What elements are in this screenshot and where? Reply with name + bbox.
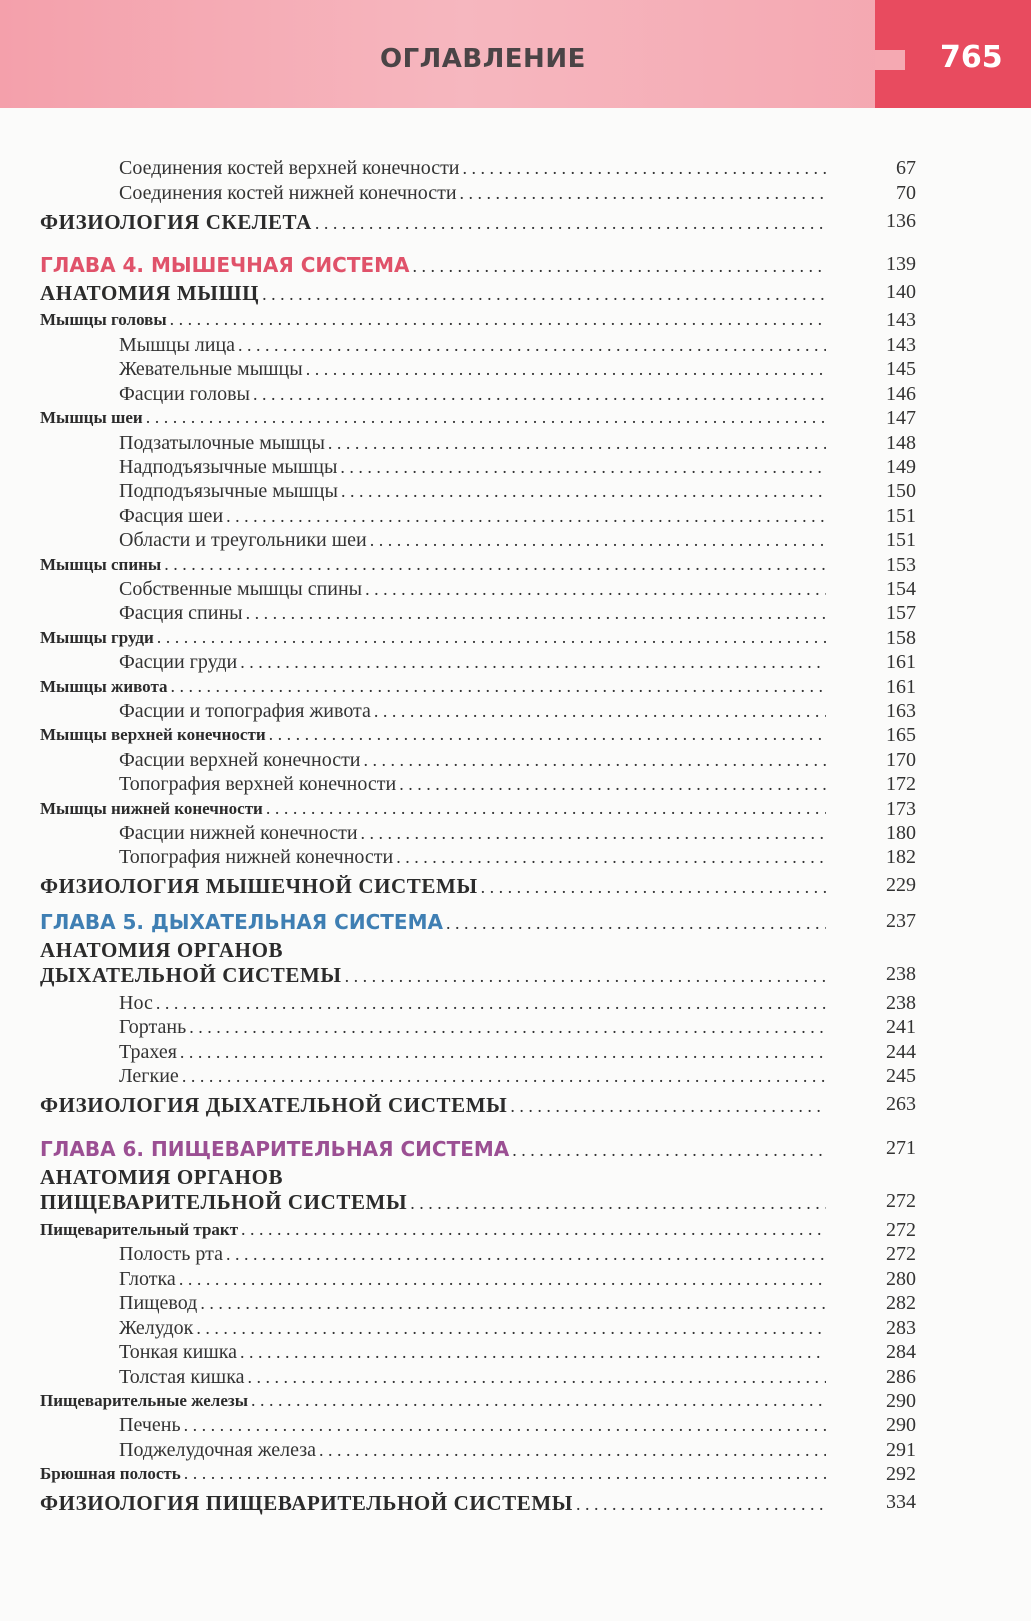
toc-entry-label: Подподъязычные мышцы [119, 480, 338, 502]
toc-entry [119, 334, 826, 357]
toc-entry [40, 1390, 826, 1411]
toc-leader-dots [361, 823, 826, 844]
toc-entry-label: Мышцы лица [119, 334, 236, 356]
toc-entry [119, 1366, 826, 1389]
toc-entry-label: ГЛАВА 6. ПИЩЕВАРИТЕЛЬНАЯ СИСТЕМА [40, 1137, 510, 1161]
toc-entry-label: Мышцы головы [40, 310, 167, 329]
toc-entry-label: ФИЗИОЛОГИЯ ПИЩЕВАРИТЕЛЬНОЙ СИСТЕМЫ [40, 1491, 573, 1515]
toc-entry [119, 1016, 826, 1039]
toc-page-number: 143 [886, 309, 916, 331]
toc-leader-dots [180, 1042, 826, 1063]
toc-entry [119, 505, 826, 528]
toc-row [0, 773, 1031, 801]
toc-leader-dots [247, 1367, 826, 1388]
toc-entry [119, 432, 826, 455]
toc-entry [119, 1041, 826, 1064]
toc-leader-dots [184, 1463, 826, 1484]
toc-row [0, 846, 1031, 874]
toc-entry-label: Собственные мышцы спины [119, 578, 363, 600]
toc-page-number: 154 [886, 578, 916, 600]
toc-page-number: 67 [896, 157, 916, 179]
toc-entry [119, 773, 826, 796]
toc-leader-dots [374, 701, 826, 722]
toc-entry [119, 529, 826, 552]
toc-row [0, 1243, 1031, 1271]
toc-entry [119, 456, 826, 479]
toc-page-number: 149 [886, 456, 916, 478]
toc-leader-dots [328, 433, 826, 454]
toc-entry-label: Нос [119, 992, 153, 1014]
toc-leader-dots [238, 335, 826, 356]
toc-page-number: 280 [886, 1268, 916, 1290]
toc-row [0, 1491, 1031, 1519]
toc-leader-dots [510, 1096, 826, 1117]
toc-page-number: 165 [886, 724, 916, 746]
toc-entry-label: Толстая кишка [119, 1366, 245, 1388]
toc-entry [40, 1137, 826, 1161]
toc-leader-dots [345, 966, 826, 987]
toc-leader-dots [315, 213, 826, 234]
toc-entry [119, 822, 826, 845]
toc-page-number: 139 [886, 253, 916, 275]
toc-entry [40, 407, 826, 428]
toc-entry-label: Поджелудочная железа [119, 1439, 317, 1461]
toc-entry [40, 910, 826, 934]
toc-leader-dots [226, 1244, 826, 1265]
toc-page-number: 151 [886, 505, 916, 527]
toc-entry-label: Пищевод [119, 1292, 198, 1314]
toc-entry [40, 627, 826, 648]
toc-entry-label: Топография нижней конечности [119, 846, 394, 868]
toc-entry [119, 157, 826, 180]
toc-entry-label: Топография верхней конечности [119, 773, 397, 795]
toc-leader-dots [196, 1318, 826, 1339]
toc-page-number: 263 [886, 1093, 916, 1115]
toc-leader-dots [246, 603, 826, 624]
toc-row [0, 1016, 1031, 1044]
toc-page-number: 182 [886, 846, 916, 868]
toc-entry [40, 1491, 826, 1516]
toc-page-number: 143 [886, 334, 916, 356]
toc-page-number: 244 [886, 1041, 916, 1063]
toc-page-number: 272 [886, 1243, 916, 1265]
toc-leader-dots [266, 798, 826, 819]
toc-entry-label: Надподъязычные мышцы [119, 456, 338, 478]
toc-entry-label: Фасции груди [119, 651, 238, 673]
toc-entry-label: Мышцы спины [40, 555, 162, 574]
toc-page-number: 172 [886, 773, 916, 795]
toc-page-number: 146 [886, 383, 916, 405]
toc-page-number: 290 [886, 1414, 916, 1436]
toc-page-number: 70 [896, 182, 916, 204]
toc-entry [119, 992, 826, 1015]
toc-row [0, 602, 1031, 630]
toc-leader-dots [157, 627, 826, 648]
toc-leader-dots [269, 724, 826, 745]
toc-leader-dots [364, 750, 826, 771]
toc-entry-label: Полость рта [119, 1243, 223, 1265]
toc-leader-dots [413, 256, 826, 277]
toc-page-number: 150 [886, 480, 916, 502]
toc-page-number: 153 [886, 554, 916, 576]
toc-entry [119, 578, 826, 601]
toc-entry-label: Фасции и топография живота [119, 700, 371, 722]
toc-entry [119, 182, 826, 205]
toc-row [0, 407, 1031, 435]
toc-entry [119, 1341, 826, 1364]
toc-entry-label: Фасции головы [119, 383, 250, 405]
toc-row [0, 281, 1031, 309]
toc-entry [119, 1268, 826, 1291]
toc-leader-dots [189, 1017, 826, 1038]
toc-leader-dots [576, 1494, 826, 1515]
toc-row [0, 910, 1031, 938]
toc-entry-label: АНАТОМИЯ МЫШЦ [40, 281, 260, 305]
toc-row [0, 529, 1031, 557]
toc-entry-label: Пищеварительный тракт [40, 1220, 239, 1239]
toc-row [0, 157, 1031, 185]
toc-page-number: 238 [886, 963, 916, 985]
toc-page-number: 238 [886, 992, 916, 1014]
toc-entry [119, 383, 826, 406]
toc-row [0, 1463, 1031, 1491]
toc-entry [40, 1219, 826, 1240]
toc-page-number: 286 [886, 1366, 916, 1388]
toc-entry-label: Пищеварительные железы [40, 1391, 248, 1410]
toc-entry-label: Соединения костей нижней конечности [119, 182, 457, 204]
page-tab-notch [875, 50, 905, 70]
toc-entry [119, 1439, 826, 1462]
toc-entry-label: ФИЗИОЛОГИЯ МЫШЕЧНОЙ СИСТЕМЫ [40, 874, 478, 898]
toc-entry-label: Подзатылочные мышцы [119, 432, 325, 454]
toc-entry-label: Желудок [119, 1317, 194, 1339]
toc-page-number: 283 [886, 1317, 916, 1339]
toc-entry [119, 1414, 826, 1437]
toc-page-number: 161 [886, 651, 916, 673]
toc-entry [119, 846, 826, 869]
toc-page-number: 291 [886, 1439, 916, 1461]
toc-entry [119, 1243, 826, 1266]
toc-row [0, 253, 1031, 281]
toc-page-number: 161 [886, 676, 916, 698]
toc-entry-label: Мышцы нижней конечности [40, 799, 263, 818]
toc-row [0, 1292, 1031, 1320]
toc-page-number: 158 [886, 627, 916, 649]
toc-entry-label: ДЫХАТЕЛЬНОЙ СИСТЕМЫ [40, 963, 342, 987]
page-title: ОГЛАВЛЕНИЕ [380, 44, 586, 74]
toc-entry-label: Тонкая кишка [119, 1341, 238, 1363]
toc-page-number: 290 [886, 1390, 916, 1412]
toc-leader-dots [512, 1140, 826, 1161]
toc-entry-label: ФИЗИОЛОГИЯ СКЕЛЕТА [40, 210, 312, 234]
toc-row [0, 1341, 1031, 1369]
toc-entry [119, 1292, 826, 1315]
toc-entry-label: ПИЩЕВАРИТЕЛЬНОЙ СИСТЕМЫ [40, 1190, 408, 1214]
toc-entry [119, 480, 826, 503]
toc-entry [119, 749, 826, 772]
toc-entry [119, 602, 826, 625]
toc-row [0, 1065, 1031, 1093]
toc-entry [119, 358, 826, 381]
toc-leader-dots [340, 457, 826, 478]
toc-entry-label: Брюшная полость [40, 1464, 181, 1483]
toc-page-number: 271 [886, 1137, 916, 1159]
toc-row [0, 963, 1031, 991]
toc-page-number: 272 [886, 1190, 916, 1212]
toc-row [0, 724, 1031, 752]
toc-entry [40, 554, 826, 575]
toc-page-number: 245 [886, 1065, 916, 1087]
toc-entry-label: Печень [119, 1414, 181, 1436]
toc-entry [40, 281, 826, 306]
toc-page-number: 151 [886, 529, 916, 551]
toc-page-number: 148 [886, 432, 916, 454]
toc-leader-dots [182, 1066, 826, 1087]
toc-row [0, 182, 1031, 210]
toc-entry [40, 1093, 826, 1118]
toc-leader-dots [200, 1293, 826, 1314]
toc-entry-label: ГЛАВА 4. МЫШЕЧНАЯ СИСТЕМА [40, 253, 410, 277]
toc-entry [119, 651, 826, 674]
toc-leader-dots [240, 652, 826, 673]
toc-page-number: 163 [886, 700, 916, 722]
toc-leader-dots [306, 359, 826, 380]
toc-page-number: 147 [886, 407, 916, 429]
toc-leader-dots [396, 847, 826, 868]
toc-page-number: 145 [886, 358, 916, 380]
toc-leader-dots [179, 1269, 826, 1290]
toc-entry [40, 874, 826, 899]
toc-leader-dots [156, 993, 826, 1014]
toc-entry-label: Области и треугольники шеи [119, 529, 367, 551]
toc-page-number: 140 [886, 281, 916, 303]
toc-entry-label: Легкие [119, 1065, 179, 1087]
toc-entry-label: Фасции верхней конечности [119, 749, 361, 771]
toc-page-number: 237 [886, 910, 916, 932]
toc-leader-dots [463, 158, 826, 179]
toc-page-number: 334 [886, 1491, 916, 1513]
toc-row [0, 1093, 1031, 1121]
toc-page-number: 292 [886, 1463, 916, 1485]
toc-row [0, 1137, 1031, 1165]
toc-leader-dots [164, 554, 826, 575]
toc-row [0, 480, 1031, 508]
toc-page-number: 136 [886, 210, 916, 232]
toc-entry [40, 724, 826, 745]
toc-page-number: 173 [886, 798, 916, 820]
toc-entry [40, 210, 826, 235]
toc-leader-dots [184, 1415, 826, 1436]
toc-row [0, 309, 1031, 337]
toc-leader-dots [262, 284, 826, 305]
toc-entry-label: Мышцы живота [40, 677, 168, 696]
toc-leader-dots [370, 530, 826, 551]
toc-heading-line1: АНАТОМИЯ ОРГАНОВ [40, 938, 284, 962]
toc-entry-label: ГЛАВА 5. ДЫХАТЕЛЬНАЯ СИСТЕМА [40, 910, 443, 934]
toc-leader-dots [253, 384, 826, 405]
toc-entry-label: Трахея [119, 1041, 177, 1063]
toc-leader-dots [171, 676, 826, 697]
toc-leader-dots [399, 774, 826, 795]
toc-entry-label: ФИЗИОЛОГИЯ ДЫХАТЕЛЬНОЙ СИСТЕМЫ [40, 1093, 508, 1117]
toc-row [0, 1190, 1031, 1218]
toc-entry [119, 700, 826, 723]
toc-page-number: 229 [886, 874, 916, 896]
toc-entry [40, 963, 826, 988]
toc-entry [40, 1190, 826, 1215]
toc-row [0, 358, 1031, 386]
toc-entry [40, 253, 826, 277]
toc-page-number: 284 [886, 1341, 916, 1363]
toc-page-number: 157 [886, 602, 916, 624]
page-number: 765 [940, 40, 1003, 75]
toc-entry-label: Гортань [119, 1016, 187, 1038]
toc-leader-dots [170, 309, 826, 330]
toc-leader-dots [481, 877, 826, 898]
toc-entry [40, 309, 826, 330]
toc-row [0, 1414, 1031, 1442]
toc-entry [40, 1463, 826, 1484]
toc-leader-dots [365, 579, 826, 600]
toc-entry-label: Глотка [119, 1268, 176, 1290]
toc-page-number: 241 [886, 1016, 916, 1038]
toc-entry [40, 798, 826, 819]
toc-entry-label: Фасция спины [119, 602, 243, 624]
toc-leader-dots [240, 1342, 826, 1363]
toc-entry-label: Жевательные мышцы [119, 358, 303, 380]
toc-leader-dots [226, 506, 826, 527]
toc-entry-label: Мышцы груди [40, 628, 154, 647]
toc-leader-dots [410, 1193, 826, 1214]
toc-row [0, 210, 1031, 238]
toc-leader-dots [146, 407, 826, 428]
toc-entry-label: Фасция шеи [119, 505, 224, 527]
toc-entry-label: Мышцы верхней конечности [40, 725, 266, 744]
toc-leader-dots [446, 913, 826, 934]
toc-entry-label: Соединения костей верхней конечности [119, 157, 460, 179]
toc-page-number: 272 [886, 1219, 916, 1241]
toc-leader-dots [460, 183, 826, 204]
toc-page-number: 170 [886, 749, 916, 771]
toc-page-number: 180 [886, 822, 916, 844]
toc-row [0, 651, 1031, 679]
toc-row [0, 874, 1031, 902]
toc-entry-label: Фасции нижней конечности [119, 822, 358, 844]
toc-leader-dots [341, 481, 826, 502]
toc-page-number: 282 [886, 1292, 916, 1314]
toc-leader-dots [251, 1390, 826, 1411]
toc-leader-dots [319, 1440, 826, 1461]
toc-entry-label: Мышцы шеи [40, 408, 143, 427]
toc-heading-line1: АНАТОМИЯ ОРГАНОВ [40, 1165, 284, 1189]
toc-leader-dots [241, 1219, 826, 1240]
toc-entry [40, 676, 826, 697]
toc-entry [119, 1065, 826, 1088]
toc-entry [119, 1317, 826, 1340]
